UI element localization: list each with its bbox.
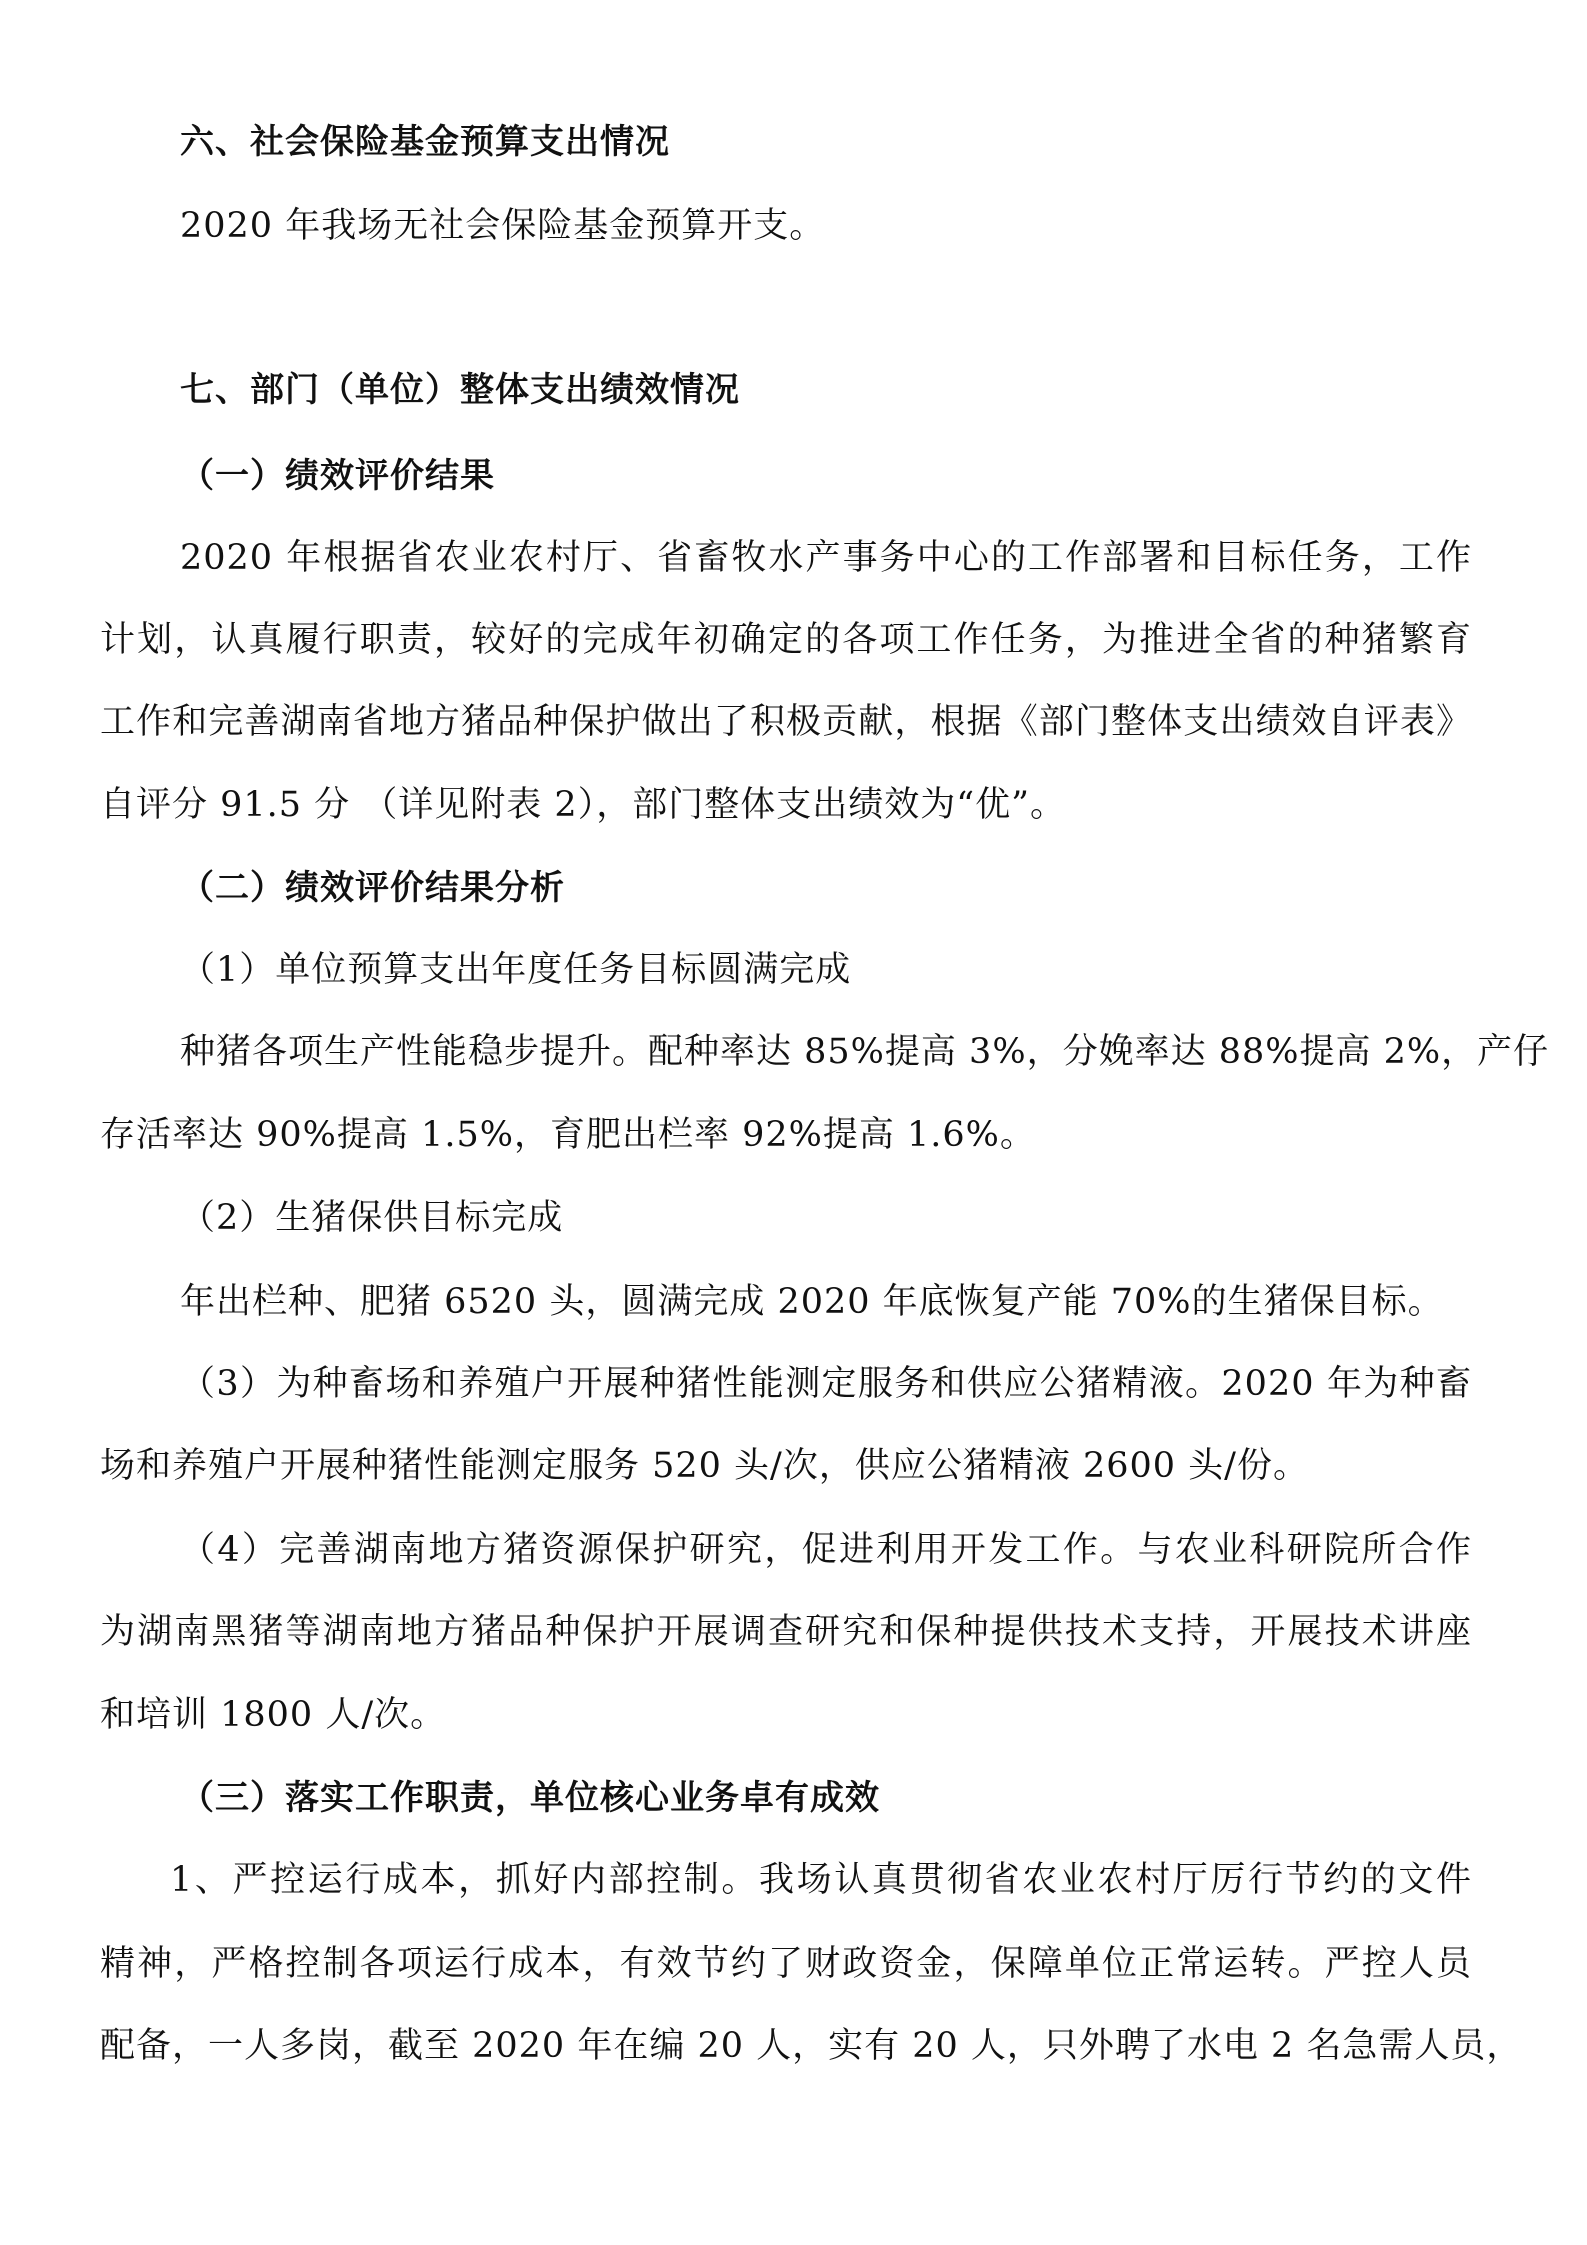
item2-heading: （2）生猪保供目标完成	[180, 1198, 564, 1238]
item2-heading-line	[0, 1188, 1587, 1248]
item1-text-1: 种猪各项生产性能稳步提升。配种率达 85%提高 3%，分娩率达 88%提高 2%，产仔	[180, 1032, 1550, 1072]
sub3-text-1: 1、严控运行成本，抓好内部控制。我场认真贯彻省农业农村厅厉行节约的文件	[170, 1860, 1472, 1900]
sub3-line-1	[0, 1850, 1587, 1910]
item1-line-1	[0, 1022, 1587, 1082]
item1-line-2	[0, 1105, 1587, 1165]
sub1-heading: （一）绩效评价结果	[180, 456, 495, 496]
sub3-text-3: 配备，一人多岗，截至 2020 年在编 20 人，实有 20 人，只外聘了水电 2 名急需人员，	[100, 2026, 1523, 2066]
sub3-heading: （三）落实工作职责，单位核心业务卓有成效	[180, 1778, 880, 1818]
sub1-text-2: 计划，认真履行职责，较好的完成年初确定的各项工作任务，为推进全省的种猪繁育	[100, 620, 1472, 660]
item1-text-2: 存活率达 90%提高 1.5%，育肥出栏率 92%提高 1.6%。	[100, 1115, 1036, 1155]
sub3-line-3	[0, 2016, 1587, 2076]
sub3-line-2	[0, 1934, 1587, 1994]
item4-line-1	[0, 1520, 1587, 1580]
item3-line-2	[0, 1436, 1587, 1496]
sub1-line-2	[0, 610, 1587, 670]
item4-text-1: （4）完善湖南地方猪资源保护研究，促进利用开发工作。与农业科研院所合作	[180, 1530, 1472, 1570]
item4-line-3	[0, 1685, 1587, 1745]
section-6-heading-line	[0, 112, 1587, 172]
sub1-line-3	[0, 692, 1587, 752]
item3-line-1	[0, 1354, 1587, 1414]
item2-text: 年出栏种、肥猪 6520 头，圆满完成 2020 年底恢复产能 70%的生猪保目标。	[180, 1282, 1444, 1322]
item4-line-2	[0, 1602, 1587, 1662]
sub1-text-1: 2020 年根据省农业农村厅、省畜牧水产事务中心的工作部署和目标任务，工作	[180, 538, 1472, 578]
sub3-heading-line	[0, 1768, 1587, 1828]
sub2-heading-line	[0, 858, 1587, 918]
section-6-heading: 六、社会保险基金预算支出情况	[180, 122, 670, 162]
item3-text-1: （3）为种畜场和养殖户开展种猪性能测定服务和供应公猪精液。2020 年为种畜	[180, 1364, 1472, 1404]
item4-text-2: 为湖南黑猪等湖南地方猪品种保护开展调查研究和保种提供技术支持，开展技术讲座	[100, 1612, 1472, 1652]
sub1-line-1	[0, 528, 1587, 588]
sub2-heading: （二）绩效评价结果分析	[180, 868, 565, 908]
sub1-heading-line	[0, 446, 1587, 506]
item4-text-3: 和培训 1800 人/次。	[100, 1695, 447, 1735]
item1-heading-line	[0, 940, 1587, 1000]
sub1-text-4: 自评分 91.5 分 （详见附表 2），部门整体支出绩效为“优”。	[100, 785, 1066, 825]
item2-line	[0, 1272, 1587, 1332]
item3-text-2: 场和养殖户开展种猪性能测定服务 520 头/次，供应公猪精液 2600 头/份。	[100, 1446, 1309, 1486]
sub1-text-3: 工作和完善湖南省地方猪品种保护做出了积极贡献，根据《部门整体支出绩效自评表》	[100, 702, 1472, 742]
sub3-text-2: 精神，严格控制各项运行成本，有效节约了财政资金，保障单位正常运转。严控人员	[100, 1944, 1472, 1984]
sub1-line-4	[0, 775, 1587, 835]
section-7-heading: 七、部门（单位）整体支出绩效情况	[180, 370, 740, 410]
item1-heading: （1）单位预算支出年度任务目标圆满完成	[180, 950, 852, 990]
section-6-paragraph: 2020 年我场无社会保险基金预算开支。	[180, 206, 826, 246]
section-7-heading-line	[0, 360, 1587, 420]
section-6-paragraph-line	[0, 196, 1587, 256]
